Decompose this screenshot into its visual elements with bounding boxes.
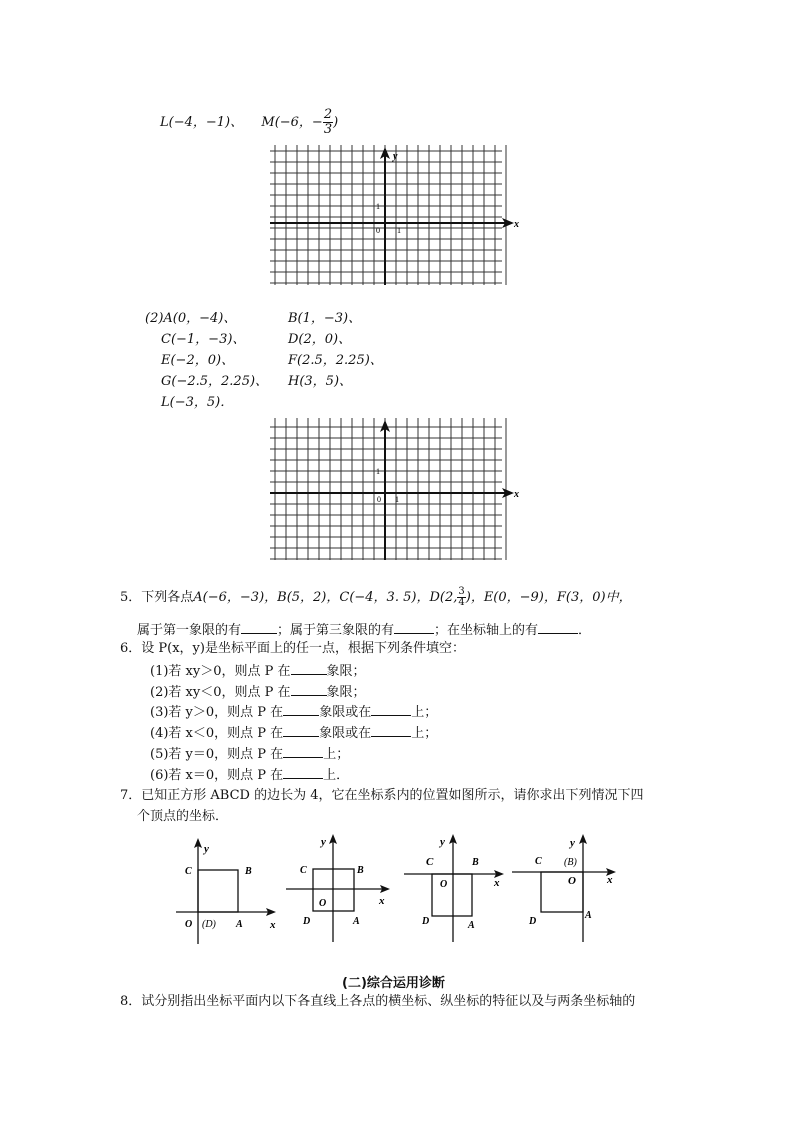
fraction-numerator: 2 (323, 107, 333, 122)
q6-condition: (1)若 xy＞0，则点 P 在 (150, 664, 291, 679)
point-text: G(−2.5，2.25)、 (161, 374, 269, 389)
fraction-denominator: 3 (323, 122, 333, 137)
question-5-line-2 (137, 621, 591, 639)
point-text: F(2.5，2.25)、 (288, 353, 383, 368)
vertex-B-label: (B) (564, 857, 577, 868)
point-M-fraction (323, 108, 333, 137)
q6-condition: (6)若 x＝0，则点 P 在 (150, 767, 284, 783)
answer-blank[interactable] (283, 703, 319, 716)
vertex-A-label: A (585, 910, 592, 921)
answer-blank[interactable] (283, 745, 323, 758)
section-heading: (二)综合运用诊断 (342, 976, 445, 991)
point-text: B(1，−3)、 (288, 311, 362, 326)
q6-condition: (4)若 x＜0，则点 P 在 (150, 726, 284, 742)
q6-condition: (5)若 y＝0，则点 P 在 (150, 746, 284, 762)
q6-condition: (3)若 y＞0，则点 P 在 (150, 705, 284, 721)
vertex-A-label: A (468, 920, 475, 931)
y-axis-label: y (393, 151, 398, 162)
x-axis-label: x (514, 489, 519, 500)
y-label: y (440, 836, 445, 848)
question-5-line-1 (120, 587, 632, 608)
x-label: x (270, 919, 276, 931)
q6-item (150, 724, 437, 745)
y-label: y (570, 837, 575, 849)
q5-prompt: ． (578, 623, 592, 638)
answer-blank[interactable] (371, 703, 411, 716)
q6-suffix: 象限或在 (319, 705, 372, 721)
points-row (145, 350, 383, 371)
q5-points: A(−6，−3)，B(5，2)，C(−4，3. 5)， (193, 590, 430, 605)
y-unit-label: 1 (376, 202, 380, 211)
origin-label: 0 (377, 495, 381, 504)
q6-condition: (2)若 xy＜0，则点 P 在 (150, 684, 291, 700)
points-row (145, 308, 383, 329)
coordinate-grid-2 (270, 418, 526, 560)
y-label: y (321, 836, 326, 848)
answer-blank[interactable] (394, 621, 434, 634)
q6-suffix: 象限； (326, 684, 366, 700)
point-text: (2)A(0，−4)、 (145, 311, 237, 326)
coordinate-grid-1 (270, 145, 526, 285)
vertex-D-label: D (422, 916, 430, 927)
origin-label: O (440, 879, 448, 890)
q6-item (150, 703, 437, 724)
point-text: L(−3，5)． (161, 395, 234, 410)
question-7-line-1: 7．已知正方形 ABCD 的边长为 4，它在坐标系内的位置如图所示，请你求出下列情况下四 (120, 788, 644, 803)
x-label: x (379, 895, 385, 907)
answer-blank[interactable] (538, 621, 578, 634)
q6-suffix: 上； (411, 726, 438, 742)
vertex-C-label: C (426, 856, 434, 868)
q5-prompt: ；属于第三象限的有 (277, 623, 395, 638)
point-text: C(−1，−3)、 (161, 332, 246, 347)
y-unit-label: 1 (376, 467, 380, 476)
q5-prompt: ；在坐标轴上的有 (434, 623, 539, 638)
origin-label: O (185, 919, 193, 930)
point-text: H(3，5)、 (288, 374, 353, 389)
q4-part2-points (145, 308, 383, 413)
vertex-D-label: D (529, 916, 537, 927)
square-ABCD (432, 874, 472, 916)
answer-blank[interactable] (241, 621, 277, 634)
answer-blank[interactable] (371, 724, 411, 737)
answer-blank[interactable] (291, 683, 327, 696)
square-figure-2 (284, 830, 396, 945)
square-ABCD (541, 872, 583, 912)
x-label: x (494, 877, 500, 889)
vertex-B-label: B (245, 866, 252, 877)
x-label: x (607, 874, 613, 886)
q6-suffix: 象限； (326, 664, 366, 679)
origin-label: O (319, 898, 327, 909)
point-text: D(2，0)、 (288, 332, 352, 347)
vertex-D-label: D (303, 916, 311, 927)
q5-point-D-suffix: ) (465, 590, 471, 605)
vertex-D-label: (D) (202, 919, 216, 930)
point-M-suffix: ) (333, 115, 339, 130)
vertex-B-label: B (357, 865, 364, 876)
vertex-A-label: A (353, 916, 360, 927)
question-6-items (150, 662, 437, 786)
point-M-prefix: M(−6，− (261, 115, 323, 130)
vertex-C-label: C (535, 856, 542, 867)
q5-point-D: D(2, (429, 590, 458, 605)
x-unit-label: 1 (397, 226, 401, 235)
q4-points-line (160, 108, 338, 137)
q6-suffix: 上． (323, 767, 350, 783)
vertex-C-label: C (185, 866, 192, 877)
point-L-text: L(−4，−1)、 (160, 115, 244, 130)
vertex-A-label: A (236, 919, 243, 930)
origin-label: O (568, 875, 576, 887)
origin-label: 0 (376, 226, 380, 235)
q5-D-fraction (457, 587, 465, 608)
q6-item (150, 745, 437, 766)
q6-suffix: 象限或在 (319, 726, 372, 742)
q5-prompt: 属于第一象限的有 (137, 623, 242, 638)
points-row (145, 392, 383, 413)
question-number-text: 5．下列各点 (120, 590, 194, 605)
square-figure-1 (172, 832, 282, 947)
answer-blank[interactable] (283, 766, 323, 779)
question-6-intro: 6．设 P(x，y)是坐标平面上的任一点，根据下列条件填空： (120, 641, 465, 656)
points-row (145, 329, 383, 350)
vertex-C-label: C (300, 865, 307, 876)
vertex-B-label: B (472, 857, 479, 868)
x-unit-label: 1 (395, 495, 399, 504)
square-ABCD (198, 870, 238, 912)
point-text: E(−2，0)、 (161, 353, 235, 368)
q6-item (150, 683, 437, 704)
q6-suffix: 上； (411, 705, 438, 721)
q5-points: ，E(0，−9)，F(3，0)中， (470, 590, 632, 605)
question-8-line-1: 8．试分别指出坐标平面内以下各直线上各点的横坐标、纵坐标的特征以及与两条坐标轴的 (120, 994, 636, 1009)
fraction-numerator: 3 (458, 586, 465, 597)
q6-item (150, 766, 437, 787)
answer-blank[interactable] (283, 724, 319, 737)
square-figure-4 (510, 830, 622, 945)
answer-blank[interactable] (291, 662, 327, 675)
y-label: y (204, 843, 209, 855)
fraction-denominator: 4 (458, 597, 465, 608)
square-figure-3 (402, 830, 510, 945)
points-row (145, 371, 383, 392)
x-axis-label: x (514, 219, 519, 230)
q6-item (150, 662, 437, 683)
q6-suffix: 上； (323, 746, 350, 762)
question-7-line-2: 个顶点的坐标． (137, 809, 229, 824)
